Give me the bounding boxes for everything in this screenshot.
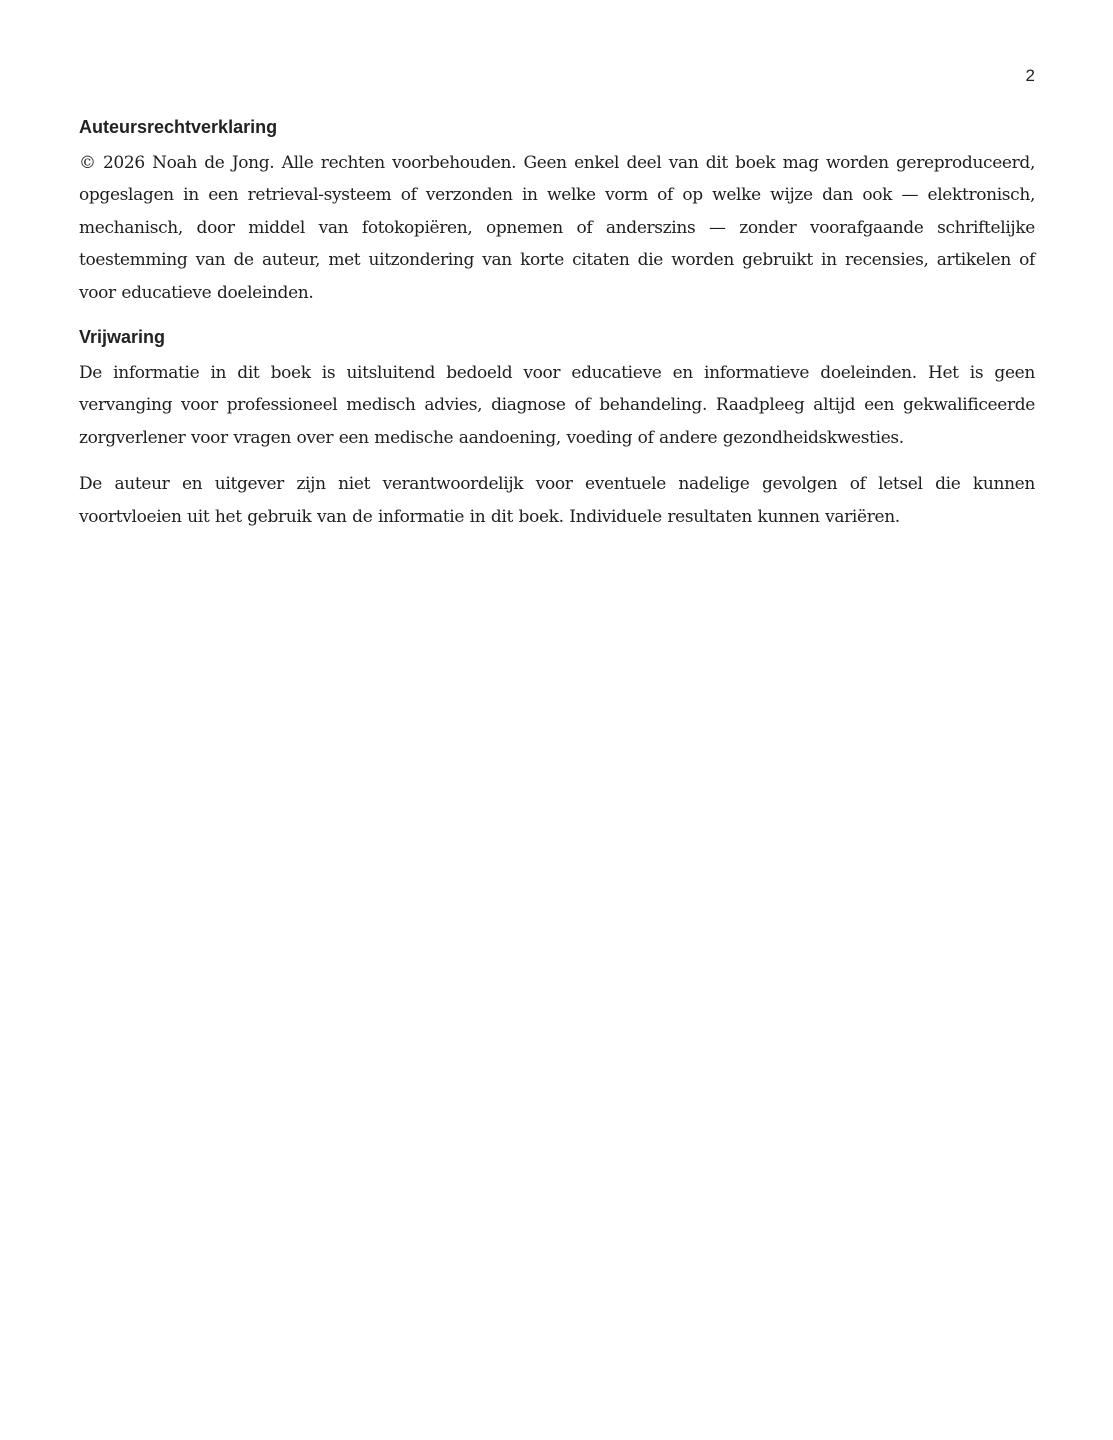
disclaimer-section bbox=[79, 323, 1035, 533]
disclaimer-heading: Vrijwaring bbox=[79, 327, 166, 348]
copyright-paragraph: © 2026 Noah de Jong. Alle rechten voorbehouden. Geen enkel deel van dit boek mag worden gereproduceerd, opgeslagen in een retrieval-systeem of verzonden in welke vorm of op welke wijze dan ook — elektronisch, mechanisch, door middel van fotokopiëren, opnemen of anderszins — zonder voorafgaande schriftelijke toestemming van de auteur, met uitzondering van korte citaten die worden gebruikt in recensies, artikelen of voor educatieve doeleinden. bbox=[79, 153, 1035, 303]
disclaimer-paragraph: De auteur en uitgever zijn niet verantwoordelijk voor eventuele nadelige gevolgen of letsel die kunnen voortvloeien uit het gebruik van de informatie in dit boek. Individuele resultaten kunnen variëren. bbox=[79, 474, 1035, 527]
page-content bbox=[79, 113, 1035, 533]
copyright-section bbox=[79, 113, 1035, 309]
copyright-heading: Auteursrechtverklaring bbox=[79, 117, 278, 137]
page-number: 2 bbox=[1025, 66, 1035, 85]
disclaimer-paragraph: De informatie in dit boek is uitsluitend bedoeld voor educatieve en informatieve doeleinden. Het is geen vervanging voor professioneel medisch advies, diagnose of behandeling. Raadpleeg altijd een gekwalificeerde zorgverlener voor vragen over een medische aandoening, voeding of andere gezondheidskwesties. bbox=[79, 363, 1035, 448]
